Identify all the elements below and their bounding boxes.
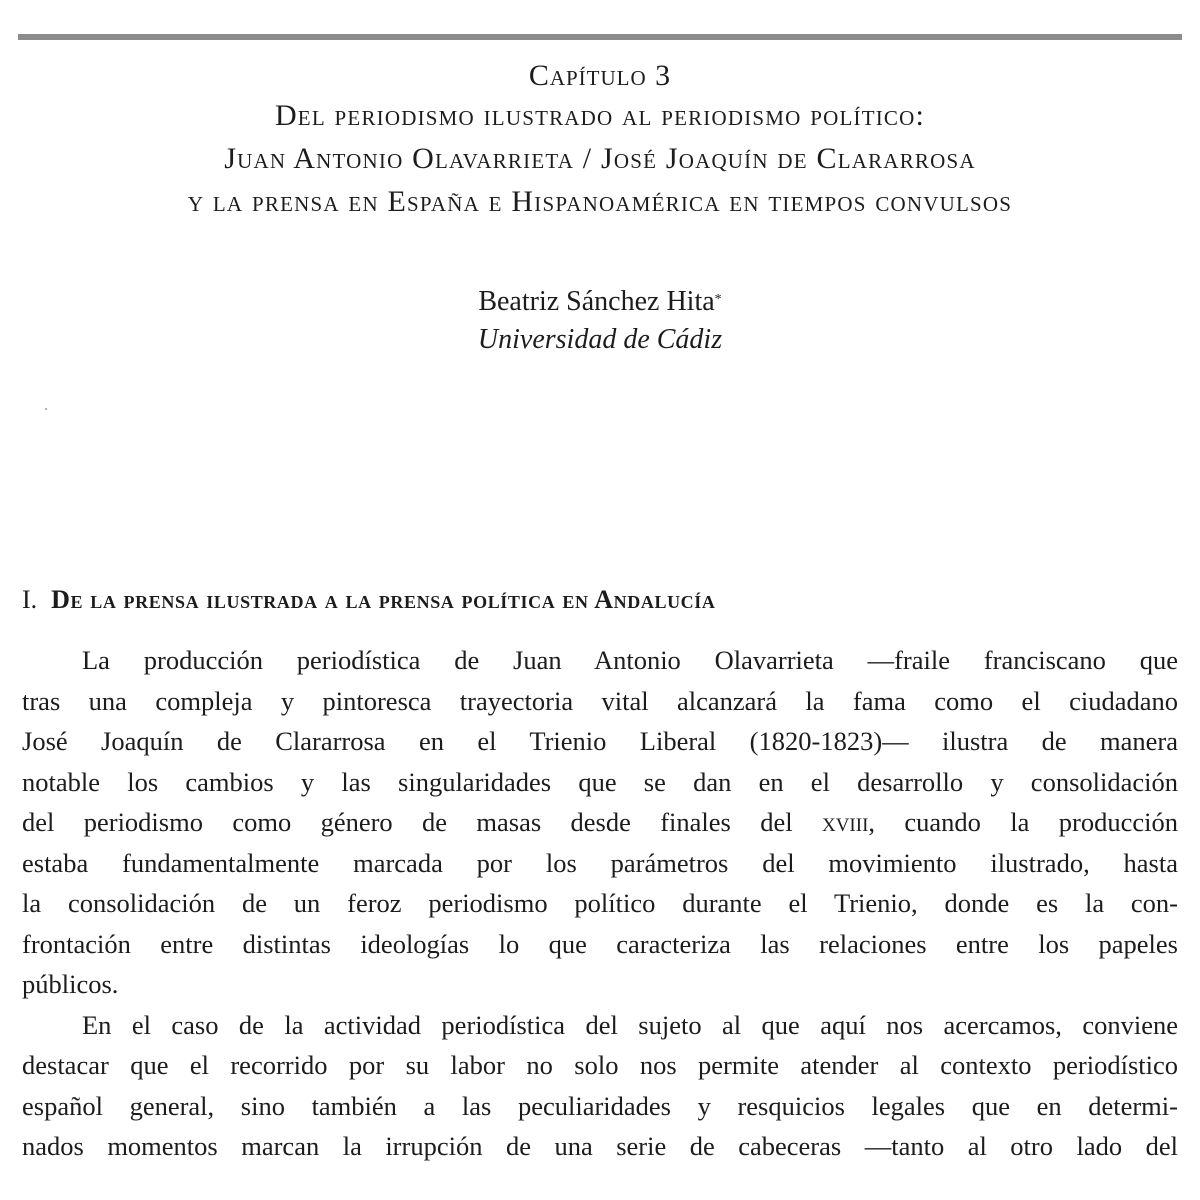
chapter-label: Capítulo 3 — [528, 59, 672, 92]
century-numeral: xviii — [821, 807, 869, 837]
section-number: I. — [22, 585, 38, 614]
paragraph-line: del periodismo como género de masas desde finales del xviii, cuando la producción — [22, 807, 1178, 837]
chapter-title-line-2: Juan Antonio Olavarrieta / José Joaquín de Clararrosa — [224, 142, 976, 175]
paragraph-line: José Joaquín de Clararrosa en el Trienio Liberal (1820-1823)— ilustra de manera — [22, 726, 1178, 756]
paragraph-line: destacar que el recorrido por su labor no solo nos permite atender al contexto periodístico — [22, 1050, 1178, 1080]
paragraph-2 — [22, 1005, 1178, 1167]
author-name: Beatriz Sánchez Hita — [478, 286, 715, 317]
paragraph-line: En el caso de la actividad periodística del sujeto al que aquí nos acercamos, conviene — [82, 1009, 1178, 1040]
paragraph-line: español general, sino también a las peculiaridades y resquicios legales que en determi- — [22, 1090, 1178, 1121]
paragraph-line: la consolidación de un feroz periodismo político durante el Trienio, donde es la con- — [22, 888, 1178, 918]
body-text — [22, 640, 1178, 1167]
paragraph-line: nados momentos marcan la irrupción de una serie de cabeceras —tanto al otro lado del — [22, 1131, 1178, 1161]
section-heading — [22, 583, 715, 617]
paragraph-1 — [22, 640, 1178, 1005]
paragraph-line: tras una compleja y pintoresca trayectoria vital alcanzará la fama como el ciudadano — [22, 685, 1178, 716]
paragraph-line: La producción periodística de Juan Antonio Olavarrieta —fraile franciscano que — [82, 645, 1178, 675]
footnote-mark: * — [714, 292, 722, 307]
paragraph-line: públicos. — [22, 969, 119, 999]
paragraph-line: frontación entre distintas ideologías lo que caracteriza las relaciones entre los papeles — [22, 928, 1178, 959]
section-title: De la prensa ilustrada a la prensa política en Andalucía — [51, 585, 716, 614]
chapter-header — [0, 58, 1200, 223]
chapter-title-line-3: y la prensa en España e Hispanoamérica en tiempos convulsos — [187, 185, 1013, 218]
paragraph-line: notable los cambios y las singularidades que se dan en el desarrollo y consolidación — [22, 766, 1178, 797]
top-rule — [18, 34, 1182, 40]
author-affiliation: Universidad de Cádiz — [477, 324, 723, 355]
author-name-line — [0, 283, 1200, 321]
paragraph-line: estaba fundamentalmente marcada por los parámetros del movimiento ilustrado, hasta — [22, 847, 1178, 878]
chapter-title-line-1: Del periodismo ilustrado al periodismo político: — [274, 99, 926, 132]
author-block — [0, 283, 1200, 359]
scan-speck — [45, 408, 47, 410]
